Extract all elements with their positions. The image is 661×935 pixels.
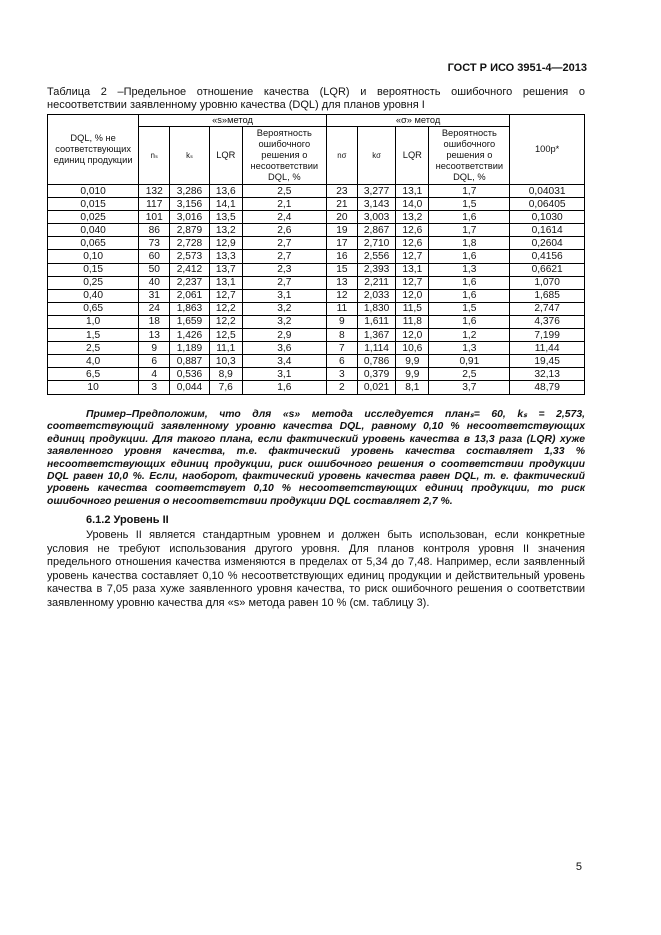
table-cell: 12,7 xyxy=(396,250,429,263)
table-cell: 1,5 xyxy=(429,302,510,315)
table-cell: 2,573 xyxy=(170,250,209,263)
table-cell: 12,7 xyxy=(396,276,429,289)
table-cell: 1,7 xyxy=(429,185,510,198)
table-cell: 4,0 xyxy=(48,355,139,368)
page-number: 5 xyxy=(575,861,582,873)
table-cell: 7 xyxy=(326,342,357,355)
table-cell: 0,021 xyxy=(357,381,395,394)
table-cell: 9 xyxy=(139,342,170,355)
table-cell: 21 xyxy=(326,198,357,211)
table-cell: 0,065 xyxy=(48,237,139,250)
table-cell: 16 xyxy=(326,250,357,263)
table-cell: 2,6 xyxy=(242,224,326,237)
table-cell: 1,2 xyxy=(429,329,510,342)
header-ksigma: kσ xyxy=(357,127,395,185)
table-cell: 0,044 xyxy=(170,381,209,394)
table-cell: 1,7 xyxy=(429,224,510,237)
table-cell: 2,7 xyxy=(242,250,326,263)
table-cell: 2,747 xyxy=(510,302,585,315)
table-cell: 1,6 xyxy=(429,211,510,224)
table-cell: 17 xyxy=(326,237,357,250)
table-cell: 1,611 xyxy=(357,315,395,328)
table-cell: 3,7 xyxy=(429,381,510,394)
table-cell: 0,025 xyxy=(48,211,139,224)
header-ns: nₛ xyxy=(139,127,170,185)
table-cell: 11,8 xyxy=(396,315,429,328)
table-row xyxy=(48,224,585,237)
table-cell: 3 xyxy=(326,368,357,381)
table-cell: 3 xyxy=(139,381,170,394)
table-row xyxy=(48,250,585,263)
example-paragraph: Пример–Предположим, что для «s» метода исследуется планₛ= 60, kₛ = 2,573, соответствующий заявленному уровню качества DQL, равному 0,10 % несоответствующих единиц продукции. Для такого плана, если фактический уровень качества в 13,3 раза (LQR) хуже заявленного уровня качества, т.е. фактический уровень качества составляет 1,33 % несоответствующих единиц продукции, риск ошибочного решения о соответствии продукции DQL равен 10,0 %. Если, наоборот, фактический уровень качества равен DQL, т. е. фактический уровень качества соответствует 0,10 % несоответствующих единиц продукции, то риск ошибочного решения о несоответствии продукции DQL составляет 2,7 %. xyxy=(47,409,585,507)
table-row xyxy=(48,381,585,394)
table-cell: 2,061 xyxy=(170,289,209,302)
table-row xyxy=(48,198,585,211)
table-cell: 2,3 xyxy=(242,263,326,276)
table-cell: 7,199 xyxy=(510,329,585,342)
table-cell: 15 xyxy=(326,263,357,276)
header-100p: 100p* xyxy=(510,115,585,185)
table-cell: 11,5 xyxy=(396,302,429,315)
lqr-table xyxy=(47,114,585,395)
table-cell: 8,1 xyxy=(396,381,429,394)
table-cell: 3,003 xyxy=(357,211,395,224)
table-cell: 12,6 xyxy=(396,224,429,237)
table-cell: 23 xyxy=(326,185,357,198)
table-cell: 31 xyxy=(139,289,170,302)
table-cell: 2,867 xyxy=(357,224,395,237)
table-cell: 6 xyxy=(326,355,357,368)
header-lqr-s: LQR xyxy=(209,127,242,185)
table-cell: 13,1 xyxy=(396,185,429,198)
table-cell: 1,5 xyxy=(429,198,510,211)
table-cell: 10 xyxy=(48,381,139,394)
header-nsigma: nσ xyxy=(326,127,357,185)
table-cell: 13,2 xyxy=(396,211,429,224)
table-cell: 20 xyxy=(326,211,357,224)
table-cell: 2,5 xyxy=(429,368,510,381)
table-cell: 1,0 xyxy=(48,315,139,328)
table-cell: 1,114 xyxy=(357,342,395,355)
table-cell: 13,5 xyxy=(209,211,242,224)
table-cell: 2,7 xyxy=(242,237,326,250)
table-cell: 0,040 xyxy=(48,224,139,237)
table-cell: 86 xyxy=(139,224,170,237)
table-cell: 3,4 xyxy=(242,355,326,368)
table-cell: 0,379 xyxy=(357,368,395,381)
table-cell: 2,728 xyxy=(170,237,209,250)
table-cell: 0,06405 xyxy=(510,198,585,211)
table-cell: 19 xyxy=(326,224,357,237)
table-cell: 4 xyxy=(139,368,170,381)
table-cell: 73 xyxy=(139,237,170,250)
table-cell: 2,710 xyxy=(357,237,395,250)
table-cell: 0,1614 xyxy=(510,224,585,237)
table-cell: 2,4 xyxy=(242,211,326,224)
table-cell: 0,4156 xyxy=(510,250,585,263)
table-cell: 60 xyxy=(139,250,170,263)
table-cell: 2,5 xyxy=(242,185,326,198)
table-cell: 1,426 xyxy=(170,329,209,342)
table-cell: 4,376 xyxy=(510,315,585,328)
table-cell: 6 xyxy=(139,355,170,368)
table-cell: 0,04031 xyxy=(510,185,585,198)
header-prob-s: Вероятность ошибочного решения о несоответствии DQL, % xyxy=(242,127,326,185)
section-paragraph: Уровень II является стандартным уровнем и должен быть использован, если конкретные условия не требуют использования другого уровня. Для планов контроля уровня II значения предельного отношения качества изменяются в пределах от 5,34 до 7,48. Например, если заявленный уровень качества составляет 0,10 % несоответствующих единиц продукции и действительный уровень качества в 7,05 раза хуже заявленного уровня качества, то риск ошибочного решения о соответствии заявленному уровню качества для «s» метода равен 10 % (см. таблицу 3). xyxy=(47,529,585,609)
table-cell: 1,3 xyxy=(429,342,510,355)
table-cell: 3,156 xyxy=(170,198,209,211)
table-cell: 0,786 xyxy=(357,355,395,368)
header-sigma-method: «σ» метод xyxy=(326,115,509,127)
table-cell: 12,2 xyxy=(209,302,242,315)
table-cell: 132 xyxy=(139,185,170,198)
standard-code: ГОСТ Р ИСО 3951-4—2013 xyxy=(447,62,587,74)
table-cell: 0,15 xyxy=(48,263,139,276)
table-cell: 117 xyxy=(139,198,170,211)
table-cell: 13,7 xyxy=(209,263,242,276)
table-cell: 14,1 xyxy=(209,198,242,211)
table-cell: 3,2 xyxy=(242,302,326,315)
table-cell: 1,367 xyxy=(357,329,395,342)
table-cell: 12,9 xyxy=(209,237,242,250)
table-cell: 1,5 xyxy=(48,329,139,342)
table-cell: 2,879 xyxy=(170,224,209,237)
table-row xyxy=(48,276,585,289)
table-row xyxy=(48,368,585,381)
table-cell: 19,45 xyxy=(510,355,585,368)
table-cell: 13,1 xyxy=(209,276,242,289)
table-cell: 2 xyxy=(326,381,357,394)
table-cell: 1,830 xyxy=(357,302,395,315)
section-title: 6.1.2 Уровень II xyxy=(86,514,169,526)
table-cell: 3,277 xyxy=(357,185,395,198)
table-cell: 12,6 xyxy=(396,237,429,250)
table-cell: 13,2 xyxy=(209,224,242,237)
table-cell: 6,5 xyxy=(48,368,139,381)
table-row xyxy=(48,237,585,250)
table-cell: 1,189 xyxy=(170,342,209,355)
table-cell: 2,033 xyxy=(357,289,395,302)
table-cell: 0,1030 xyxy=(510,211,585,224)
table-cell: 13 xyxy=(326,276,357,289)
table-cell: 11 xyxy=(326,302,357,315)
table-cell: 2,556 xyxy=(357,250,395,263)
table-cell: 2,9 xyxy=(242,329,326,342)
table-row xyxy=(48,342,585,355)
table-cell: 1,6 xyxy=(429,250,510,263)
table-cell: 3,6 xyxy=(242,342,326,355)
table-cell: 0,25 xyxy=(48,276,139,289)
table-cell: 7,6 xyxy=(209,381,242,394)
table-row xyxy=(48,185,585,198)
table-cell: 2,412 xyxy=(170,263,209,276)
table-cell: 1,070 xyxy=(510,276,585,289)
table-cell: 13,1 xyxy=(396,263,429,276)
table-cell: 12,5 xyxy=(209,329,242,342)
table-cell: 1,3 xyxy=(429,263,510,276)
table-row xyxy=(48,355,585,368)
table-cell: 3,1 xyxy=(242,289,326,302)
table-row xyxy=(48,302,585,315)
table-cell: 8,9 xyxy=(209,368,242,381)
table-cell: 1,6 xyxy=(429,276,510,289)
table-cell: 0,6621 xyxy=(510,263,585,276)
table-cell: 1,6 xyxy=(429,315,510,328)
table-cell: 3,1 xyxy=(242,368,326,381)
table-cell: 11,1 xyxy=(209,342,242,355)
table-cell: 50 xyxy=(139,263,170,276)
table-cell: 2,393 xyxy=(357,263,395,276)
table-cell: 1,659 xyxy=(170,315,209,328)
table-cell: 12 xyxy=(326,289,357,302)
table-cell: 3,143 xyxy=(357,198,395,211)
table-cell: 12,7 xyxy=(209,289,242,302)
table-cell: 0,536 xyxy=(170,368,209,381)
table-cell: 40 xyxy=(139,276,170,289)
table-cell: 32,13 xyxy=(510,368,585,381)
table-cell: 9 xyxy=(326,315,357,328)
header-prob-sigma: Вероятность ошибочного решения о несоответствии DQL, % xyxy=(429,127,510,185)
table-cell: 3,286 xyxy=(170,185,209,198)
table-cell: 0,91 xyxy=(429,355,510,368)
table-cell: 2,1 xyxy=(242,198,326,211)
table-body xyxy=(48,185,585,395)
header-s-method: «s»метод xyxy=(139,115,327,127)
table-cell: 1,6 xyxy=(242,381,326,394)
table-row xyxy=(48,315,585,328)
table-cell: 0,887 xyxy=(170,355,209,368)
table-row xyxy=(48,263,585,276)
table-cell: 1,8 xyxy=(429,237,510,250)
table-cell: 0,65 xyxy=(48,302,139,315)
table-cell: 8 xyxy=(326,329,357,342)
table-cell: 12,2 xyxy=(209,315,242,328)
header-dql: DQL, % не соответствующих единиц продукции xyxy=(48,115,139,185)
table-cell: 1,685 xyxy=(510,289,585,302)
table-cell: 0,015 xyxy=(48,198,139,211)
table-cell: 13,3 xyxy=(209,250,242,263)
table-cell: 10,3 xyxy=(209,355,242,368)
table-cell: 0,40 xyxy=(48,289,139,302)
table-cell: 2,211 xyxy=(357,276,395,289)
table-cell: 3,016 xyxy=(170,211,209,224)
table-cell: 101 xyxy=(139,211,170,224)
table-cell: 48,79 xyxy=(510,381,585,394)
table-cell: 0,10 xyxy=(48,250,139,263)
table-cell: 24 xyxy=(139,302,170,315)
table-cell: 2,237 xyxy=(170,276,209,289)
table-cell: 3,2 xyxy=(242,315,326,328)
table-cell: 18 xyxy=(139,315,170,328)
table-cell: 2,7 xyxy=(242,276,326,289)
table-cell: 1,6 xyxy=(429,289,510,302)
table-row xyxy=(48,329,585,342)
table-cell: 0,010 xyxy=(48,185,139,198)
table-cell: 9,9 xyxy=(396,355,429,368)
table-cell: 14,0 xyxy=(396,198,429,211)
header-ks: kₛ xyxy=(170,127,209,185)
table-cell: 2,5 xyxy=(48,342,139,355)
header-lqr-sigma: LQR xyxy=(396,127,429,185)
table-cell: 13,6 xyxy=(209,185,242,198)
table-row xyxy=(48,211,585,224)
table-caption: Таблица 2 –Предельное отношение качества (LQR) и вероятность ошибочного решения о несоответствии заявленному уровню качества (DQL) для планов уровня I xyxy=(47,86,585,111)
table-cell: 11,44 xyxy=(510,342,585,355)
table-cell: 12,0 xyxy=(396,289,429,302)
table-cell: 1,863 xyxy=(170,302,209,315)
table-row xyxy=(48,289,585,302)
table-cell: 13 xyxy=(139,329,170,342)
table-cell: 0,2604 xyxy=(510,237,585,250)
table-cell: 10,6 xyxy=(396,342,429,355)
table-cell: 12,0 xyxy=(396,329,429,342)
table-cell: 9,9 xyxy=(396,368,429,381)
